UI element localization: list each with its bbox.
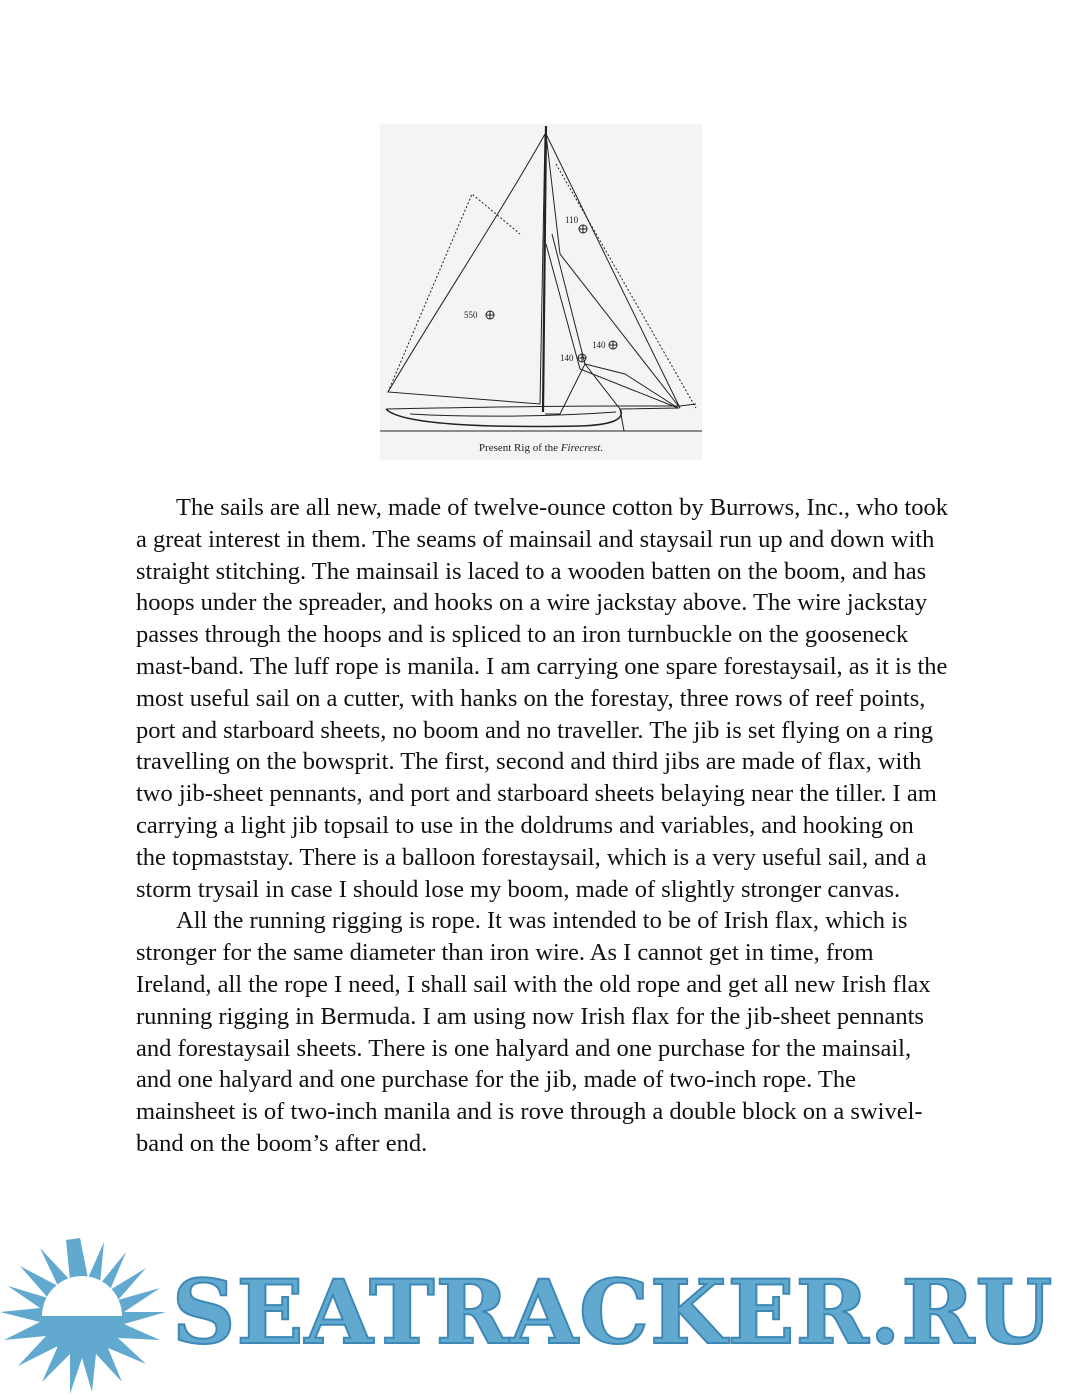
rig-illustration <box>380 124 702 460</box>
topsail-dotted-outline <box>388 194 520 392</box>
sun-logo-icon <box>0 1236 170 1397</box>
jib-area-label: 140 <box>560 353 574 363</box>
mainsail-outline <box>388 134 545 404</box>
vessel-name: Firecrest. <box>560 442 604 454</box>
mainsail-area-label: 550 <box>464 310 478 320</box>
jib-topsail-outline <box>546 134 680 408</box>
watermark-text: SEATRACKER.RU <box>172 1260 1054 1364</box>
figure-caption: Present Rig of the Firecrest. <box>478 442 604 454</box>
bobstay-line <box>620 409 624 431</box>
body-text <box>136 492 948 1160</box>
paragraph-rigging: All the running rigging is rope. It was intended to be of Irish flax, which is stronger for the same diameter than iron wire. As I cannot get in time, from Ireland, all the rope I need, I shall sail with the old rope and get all new Irish flax running rigging in Bermuda. I am using now Irish flax for the jib-sheet pennants and forestaysail sheets. There is one halyard and one purchase for the mainsail, and one halyard and one purchase for the jib, made of two-inch rope. The mainsheet is of two-inch manila and is rove through a double block on a swivel-band on the boom’s after end. <box>136 907 931 1157</box>
staysail-area-label: 140 <box>592 340 606 350</box>
site-watermark <box>0 1236 1080 1397</box>
topsail-area-label: 110 <box>565 215 579 225</box>
paragraph-sails: The sails are all new, made of twelve-ounce cotton by Burrows, Inc., who took a great interest in them. The seams of mainsail and staysail run up and down with straight stitching. The mainsail is laced to a wooden batten on the boom, and has hoops under the spreader, and hooks on a wire jackstay above. The wire jackstay passes through the hoops and is spliced to an iron turnbuckle on the gooseneck mast-band. The luff rope is manila. I am carrying one spare forestaysail, as it is the most useful sail on a cutter, with hanks on the forestay, three rows of reef points, port and starboard sheets, no boom and no traveller. The jib is set flying on a ring travelling on the bowsprit. The first, second and third jibs are made of flax, with two jib-sheet pennants, and port and starboard sheets belaying near the tiller. I am carrying a light jib topsail to use in the doldrums and variables, and hooking on the topmaststay. There is a balloon forestaysail, which is a very useful sail, and a storm trysail in case I should lose my boom, made of slightly stronger canvas. <box>136 494 948 903</box>
sail-plan-drawing <box>380 124 702 444</box>
hull-outline <box>386 409 621 426</box>
topmaststay-dotted <box>556 164 696 408</box>
deck-line <box>410 412 616 416</box>
